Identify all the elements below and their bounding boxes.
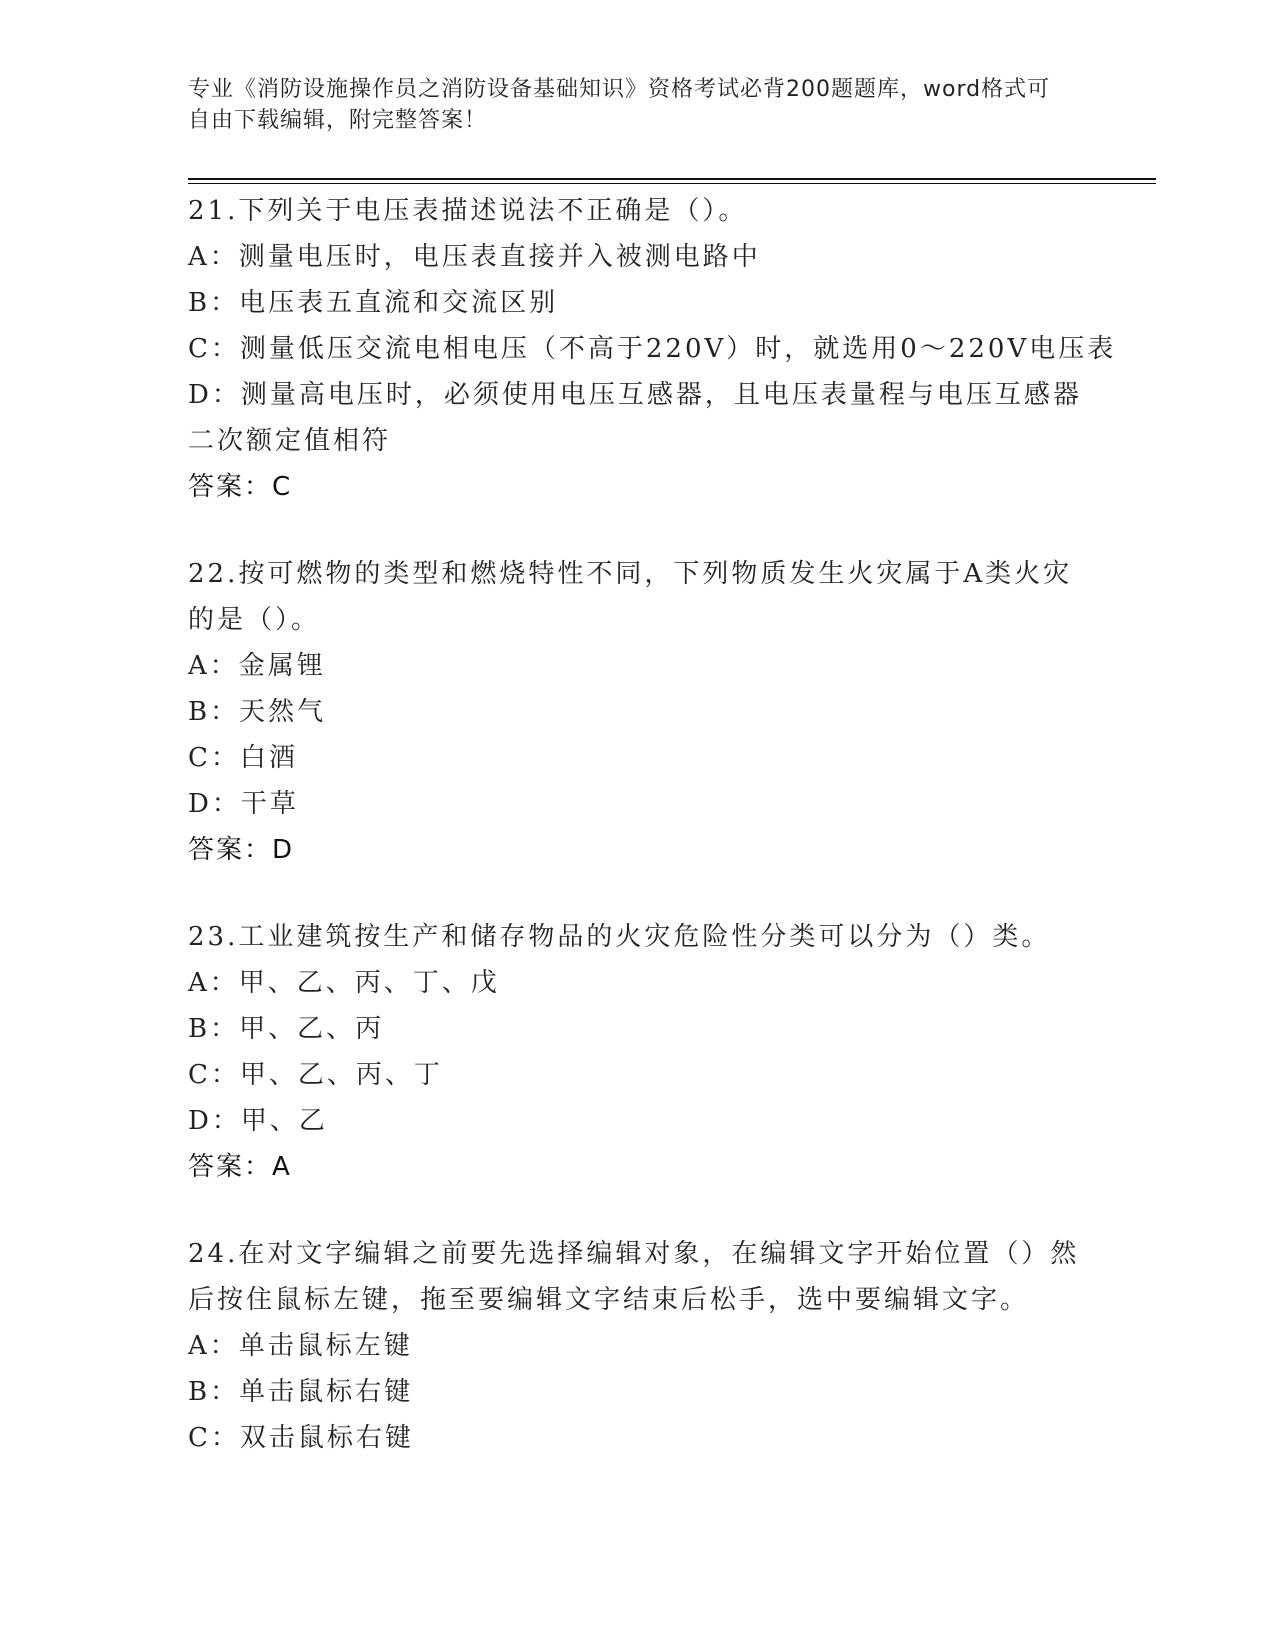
answer-line: 答案：A: [188, 1152, 292, 1182]
option-d: D：干草: [188, 789, 299, 819]
option-a: A：测量电压时，电压表直接并入被测电路中: [188, 242, 761, 272]
option-b: B：天然气: [188, 697, 327, 727]
question-21: [188, 188, 1117, 510]
option-d: D：甲、乙: [188, 1106, 328, 1136]
option-d: D：测量高电压时，必须使用电压互感器，且电压表量程与电压互感器二次额定值相符: [188, 380, 1082, 456]
answer-line: 答案：C: [188, 472, 293, 502]
document-header: 专业《消防设施操作员之消防设备基础知识》资格考试必背200题题库，word格式可自由下载编辑，附完整答案！: [188, 77, 1051, 133]
question-stem: 23.工业建筑按生产和储存物品的火灾危险性分类可以分为（）类。: [188, 922, 1051, 952]
question-22: [188, 551, 1088, 873]
option-b: B：甲、乙、丙: [188, 1014, 385, 1044]
header-divider-thick: [188, 178, 1156, 180]
header-divider-thin: [188, 183, 1156, 184]
question-24: [188, 1231, 1088, 1461]
option-c: C：白酒: [188, 743, 298, 773]
option-c: C：双击鼠标右键: [188, 1423, 414, 1453]
question-list: [188, 188, 1117, 1502]
question-stem: 24.在对文字编辑之前要先选择编辑对象，在编辑文字开始位置（）然后按住鼠标左键，拖至要编辑文字结束后松手，选中要编辑文字。: [188, 1239, 1080, 1315]
option-b: B：单击鼠标右键: [188, 1377, 414, 1407]
option-a: A：金属锂: [188, 651, 326, 681]
question-stem: 21.下列关于电压表描述说法不正确是（）。: [188, 196, 748, 226]
option-b: B：电压表五直流和交流区别: [188, 288, 559, 318]
option-a: A：单击鼠标左键: [188, 1331, 413, 1361]
question-stem: 22.按可燃物的类型和燃烧特性不同，下列物质发生火灾属于A类火灾的是（）。: [188, 559, 1073, 635]
option-c: C：测量低压交流电相电压（不高于220V）时，就选用0～220V电压表: [188, 334, 1117, 364]
question-23: [188, 914, 1088, 1190]
answer-line: 答案：D: [188, 835, 295, 865]
option-a: A：甲、乙、丙、丁、戊: [188, 968, 500, 998]
option-c: C：甲、乙、丙、丁: [188, 1060, 443, 1090]
